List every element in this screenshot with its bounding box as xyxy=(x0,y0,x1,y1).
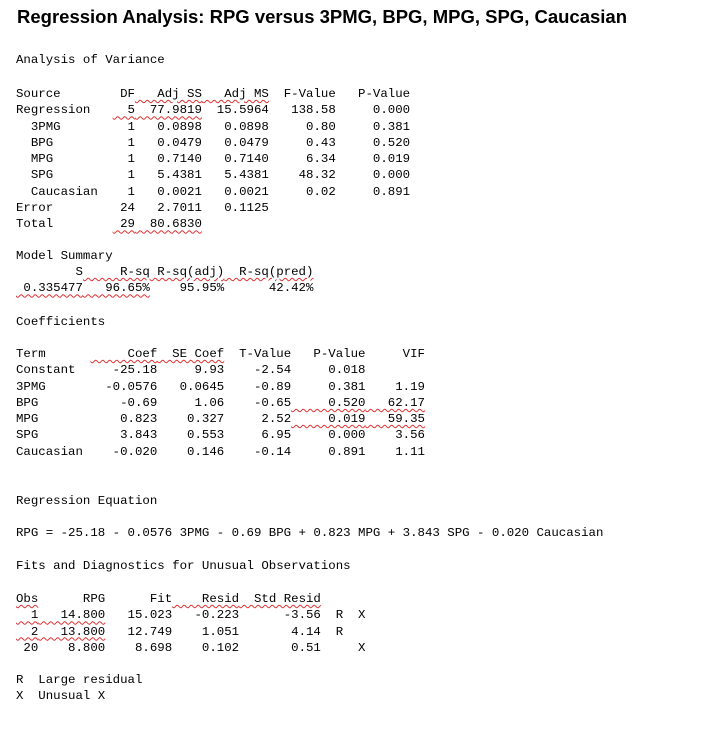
anova-adj-ms: 5.4381 xyxy=(201,168,269,183)
fits-r-flag xyxy=(321,641,343,655)
anova-adj-ms: 0.0479 xyxy=(201,135,269,150)
col-fit-header: Fit xyxy=(105,592,173,606)
col-vif-header: VIF xyxy=(365,347,425,361)
anova-df: 1 xyxy=(112,119,135,134)
anova-adj-ss: 0.0021 xyxy=(134,184,202,199)
anova-row xyxy=(16,102,410,118)
coef-p-value: 0.000 xyxy=(291,428,366,443)
coefficients-table xyxy=(16,346,425,460)
coef-t-value: -0.14 xyxy=(224,444,292,459)
fits-resid: 0.102 xyxy=(172,640,240,655)
coef-p-value: 0.520 xyxy=(291,395,366,410)
anova-f-value: 0.43 xyxy=(268,135,336,150)
anova-adj-ss: 2.7011 xyxy=(134,201,202,216)
col-s-header: S xyxy=(16,265,83,279)
coefficients-heading: Coefficients xyxy=(16,315,106,329)
coef-term: SPG xyxy=(16,428,91,443)
fits-header-row xyxy=(16,591,366,607)
col-rsq-adj-header: R-sq(adj) xyxy=(149,265,225,279)
anova-source: MPG xyxy=(16,152,113,167)
coef-t-value: -0.65 xyxy=(224,395,292,410)
anova-source: SPG xyxy=(16,168,113,183)
col-rsq-header: R-sq xyxy=(82,265,150,279)
coefficients-row xyxy=(16,379,425,395)
anova-row xyxy=(16,184,410,200)
anova-adj-ss: 77.9819 xyxy=(134,103,202,118)
anova-f-value: 0.02 xyxy=(268,184,336,199)
coef-term: MPG xyxy=(16,412,91,427)
anova-row xyxy=(16,200,410,216)
coef-value: -25.18 xyxy=(90,363,158,378)
anova-p-value: 0.891 xyxy=(335,184,411,199)
anova-row xyxy=(16,167,410,183)
anova-df: 1 xyxy=(112,135,135,150)
fits-resid: 1.051 xyxy=(172,624,240,639)
anova-p-value: 0.000 xyxy=(335,168,411,183)
fits-r-flag: R xyxy=(320,624,344,639)
fits-resid: -0.223 xyxy=(172,608,240,623)
anova-df: 1 xyxy=(112,184,135,199)
anova-f-value: 138.58 xyxy=(268,103,336,118)
anova-adj-ss: 0.7140 xyxy=(134,152,202,167)
anova-source: Total xyxy=(16,217,113,232)
coef-value: 0.823 xyxy=(90,412,158,427)
model-summary-rsq-adj: 95.95% xyxy=(149,281,225,296)
col-coef-header: Coef xyxy=(90,347,158,361)
anova-row xyxy=(16,151,410,167)
fits-std-resid: 0.51 xyxy=(239,640,321,655)
col-rpg-header: RPG xyxy=(38,592,106,606)
fits-heading: Fits and Diagnostics for Unusual Observations xyxy=(16,559,351,573)
anova-adj-ms: 0.7140 xyxy=(201,152,269,167)
regression-equation-heading: Regression Equation xyxy=(16,494,158,508)
anova-heading: Analysis of Variance xyxy=(16,53,165,67)
anova-p-value xyxy=(336,217,410,231)
anova-f-value xyxy=(269,201,336,215)
coefficients-row xyxy=(16,444,425,460)
fits-row xyxy=(16,640,366,656)
coef-value: 3.843 xyxy=(90,428,158,443)
coef-vif: 1.11 xyxy=(365,444,425,459)
coefficients-row xyxy=(16,362,425,378)
coef-vif xyxy=(365,363,425,377)
coef-term: 3PMG xyxy=(16,379,91,394)
anova-header-row xyxy=(16,86,410,102)
anova-source: Regression xyxy=(16,103,113,118)
coef-t-value: -2.54 xyxy=(224,363,292,378)
anova-source: Caucasian xyxy=(16,184,113,199)
fits-std-resid: -3.56 xyxy=(239,608,321,623)
anova-df: 1 xyxy=(112,168,135,183)
coef-p-value: 0.018 xyxy=(291,363,366,378)
anova-df: 29 xyxy=(112,217,135,232)
anova-df: 24 xyxy=(112,201,135,216)
fits-obs: 20 xyxy=(16,640,39,655)
col-df-header: DF xyxy=(112,87,135,101)
fits-r-flag: R xyxy=(320,608,344,623)
fits-fit: 12.749 xyxy=(105,624,173,639)
coef-vif: 1.19 xyxy=(365,379,425,394)
anova-p-value: 0.019 xyxy=(335,152,411,167)
anova-p-value: 0.000 xyxy=(335,103,411,118)
fits-rpg: 14.800 xyxy=(38,608,106,623)
coef-se: 1.06 xyxy=(157,395,225,410)
model-summary-rsq-pred: 42.42% xyxy=(224,281,314,296)
col-p-value-header: P-Value xyxy=(335,87,411,101)
anova-f-value: 48.32 xyxy=(268,168,336,183)
coef-se: 0.327 xyxy=(157,412,225,427)
anova-table xyxy=(16,86,410,233)
fits-x-flag: X xyxy=(343,640,366,655)
col-adj-ms-header: Adj MS xyxy=(201,87,269,101)
coef-term: BPG xyxy=(16,395,91,410)
anova-row xyxy=(16,135,410,151)
model-summary-values-row xyxy=(16,280,313,296)
anova-adj-ss: 0.0479 xyxy=(134,135,202,150)
fits-x-flag: X xyxy=(343,608,366,623)
col-term-header: Term xyxy=(16,347,91,361)
coef-term: Constant xyxy=(16,363,91,378)
fits-fit: 8.698 xyxy=(105,640,173,655)
anova-source: 3PMG xyxy=(16,119,113,134)
fits-obs: 1 xyxy=(16,608,39,623)
anova-adj-ss: 80.6830 xyxy=(134,217,202,232)
fits-x-flag xyxy=(343,625,365,639)
fits-fit: 15.023 xyxy=(105,608,173,623)
anova-adj-ms: 15.5964 xyxy=(201,103,269,118)
coef-se: 0.0645 xyxy=(157,379,225,394)
model-summary-header-row xyxy=(16,264,313,280)
coef-p-value: 0.019 xyxy=(291,412,366,427)
model-summary-heading: Model Summary xyxy=(16,249,113,263)
anova-adj-ms: 0.1125 xyxy=(201,201,269,216)
coefficients-row xyxy=(16,411,425,427)
fits-rpg: 8.800 xyxy=(38,640,106,655)
col-resid-header: Resid xyxy=(172,592,240,606)
coef-se: 9.93 xyxy=(157,363,225,378)
anova-df: 1 xyxy=(112,152,135,167)
coef-t-value: 2.52 xyxy=(224,412,292,427)
coef-se: 0.146 xyxy=(157,444,225,459)
anova-source: Error xyxy=(16,201,113,216)
model-summary-s: 0.335477 xyxy=(16,281,83,296)
coef-t-value: -0.89 xyxy=(224,379,292,394)
col-t-value-header: T-Value xyxy=(224,347,292,361)
col-source-header: Source xyxy=(16,87,113,101)
fits-row xyxy=(16,624,366,640)
anova-adj-ms: 0.0898 xyxy=(201,119,269,134)
anova-p-value xyxy=(336,201,410,215)
col-obs-header: Obs xyxy=(16,592,39,606)
coef-vif: 62.17 xyxy=(365,395,425,410)
fits-obs: 2 xyxy=(16,624,39,639)
fits-rpg: 13.800 xyxy=(38,624,106,639)
anova-f-value: 6.34 xyxy=(268,152,336,167)
anova-p-value: 0.520 xyxy=(335,135,411,150)
coef-p-value: 0.381 xyxy=(291,379,366,394)
coef-value: -0.69 xyxy=(90,395,158,410)
legend-large-residual: R Large residual xyxy=(16,673,143,687)
anova-f-value xyxy=(269,217,336,231)
coef-vif: 3.56 xyxy=(365,428,425,443)
model-summary-rsq: 96.65% xyxy=(82,281,150,296)
anova-adj-ms: 0.0021 xyxy=(201,184,269,199)
coef-value: -0.020 xyxy=(90,444,158,459)
coef-p-value: 0.891 xyxy=(291,444,366,459)
anova-adj-ss: 0.0898 xyxy=(134,119,202,134)
anova-row xyxy=(16,119,410,135)
col-se-coef-header: SE Coef xyxy=(157,347,225,361)
coefficients-row xyxy=(16,427,425,443)
col-adj-ss-header: Adj SS xyxy=(134,87,202,101)
anova-adj-ms xyxy=(202,217,269,231)
fits-std-resid: 4.14 xyxy=(239,624,321,639)
fits-row xyxy=(16,607,366,623)
model-summary-table xyxy=(16,264,313,297)
coef-t-value: 6.95 xyxy=(224,428,292,443)
coef-term: Caucasian xyxy=(16,444,91,459)
coefficients-header-row xyxy=(16,346,425,362)
coef-vif: 59.35 xyxy=(365,412,425,427)
legend-unusual-x: X Unusual X xyxy=(16,689,106,703)
regression-equation: RPG = -25.18 - 0.0576 3PMG - 0.69 BPG + 0.823 MPG + 3.843 SPG - 0.020 Caucasian xyxy=(16,526,604,540)
coef-value: -0.0576 xyxy=(90,379,158,394)
coefficients-row xyxy=(16,395,425,411)
anova-p-value: 0.381 xyxy=(335,119,411,134)
coef-se: 0.553 xyxy=(157,428,225,443)
col-p-value-header: P-Value xyxy=(291,347,366,361)
col-std-resid-header: Std Resid xyxy=(239,592,321,606)
col-rsq-pred-header: R-sq(pred) xyxy=(224,265,314,279)
anova-adj-ss: 5.4381 xyxy=(134,168,202,183)
anova-df: 5 xyxy=(112,103,135,118)
anova-source: BPG xyxy=(16,135,113,150)
page-title: Regression Analysis: RPG versus 3PMG, BPG, MPG, SPG, Caucasian xyxy=(17,6,628,27)
col-f-value-header: F-Value xyxy=(268,87,336,101)
anova-f-value: 0.80 xyxy=(268,119,336,134)
fits-table xyxy=(16,591,366,656)
anova-row xyxy=(16,216,410,232)
